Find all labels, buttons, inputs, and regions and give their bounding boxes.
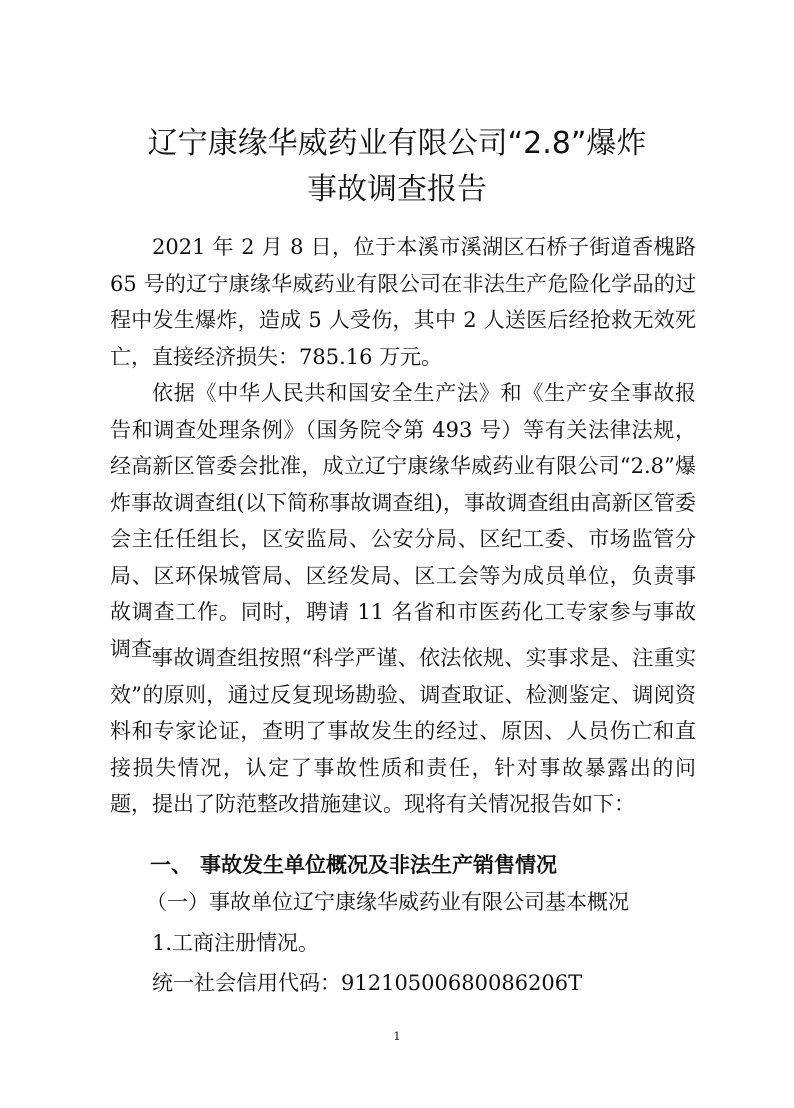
paragraph-investigation-basis: 依据《中华人民共和国安全生产法》和《生产安全事故报告和调查处理条例》（国务院令第 493 号）等有关法律法规，经高新区管委会批准，成立辽宁康缘华威药业有限公司“2.8”爆炸事故调查组(以下简称事故调查组)，事故调查组由高新区管委会主任任组长，区安监局、公安分局、区纪工委、市场监管分局、区环保城管局、区经发局、区工会等为成员单位，负责事故调查工作。同时，聘请 11 名省和市医药化工专家参与事故调查。 <box>110 381 696 661</box>
credit-code-line: 统一社会信用代码：91210500680086206T <box>152 971 583 995</box>
document-title-line2: 事故调查报告 <box>307 172 487 207</box>
paragraph-accident-summary: 2021 年 2 月 8 日，位于本溪市溪湖区石桥子街道香槐路 65 号的辽宁康缘华威药业有限公司在非法生产危险化学品的过程中发生爆炸，造成 5 人受伤，其中 2 人送医后经抢救无效死亡，直接经济损失：785.16 万元。 <box>110 235 696 369</box>
paragraph-investigation-principle: 事故调查组按照“科学严谨、依法依规、实事求是、注重实效”的原则，通过反复现场勘验、调查取证、检测鉴定、调阅资料和专家论证，查明了事故发生的经过、原因、人员伤亡和直接损失情况，认定了事故性质和责任，针对事故暴露出的问题，提出了防范整改措施建议。现将有关情况报告如下： <box>110 646 696 816</box>
section-title: 事故发生单位概况及非法生产销售情况 <box>200 853 557 877</box>
section-heading-1 <box>150 850 557 880</box>
subsection-heading-1: （一）事故单位辽宁康缘华威药业有限公司基本概况 <box>146 890 629 914</box>
item-business-registration: 1.工商注册情况。 <box>152 931 320 955</box>
document-title-line1: 辽宁康缘华威药业有限公司“2.8”爆炸 <box>147 126 647 161</box>
page-number: 1 <box>393 1030 401 1043</box>
section-number: 一、 <box>150 853 192 877</box>
